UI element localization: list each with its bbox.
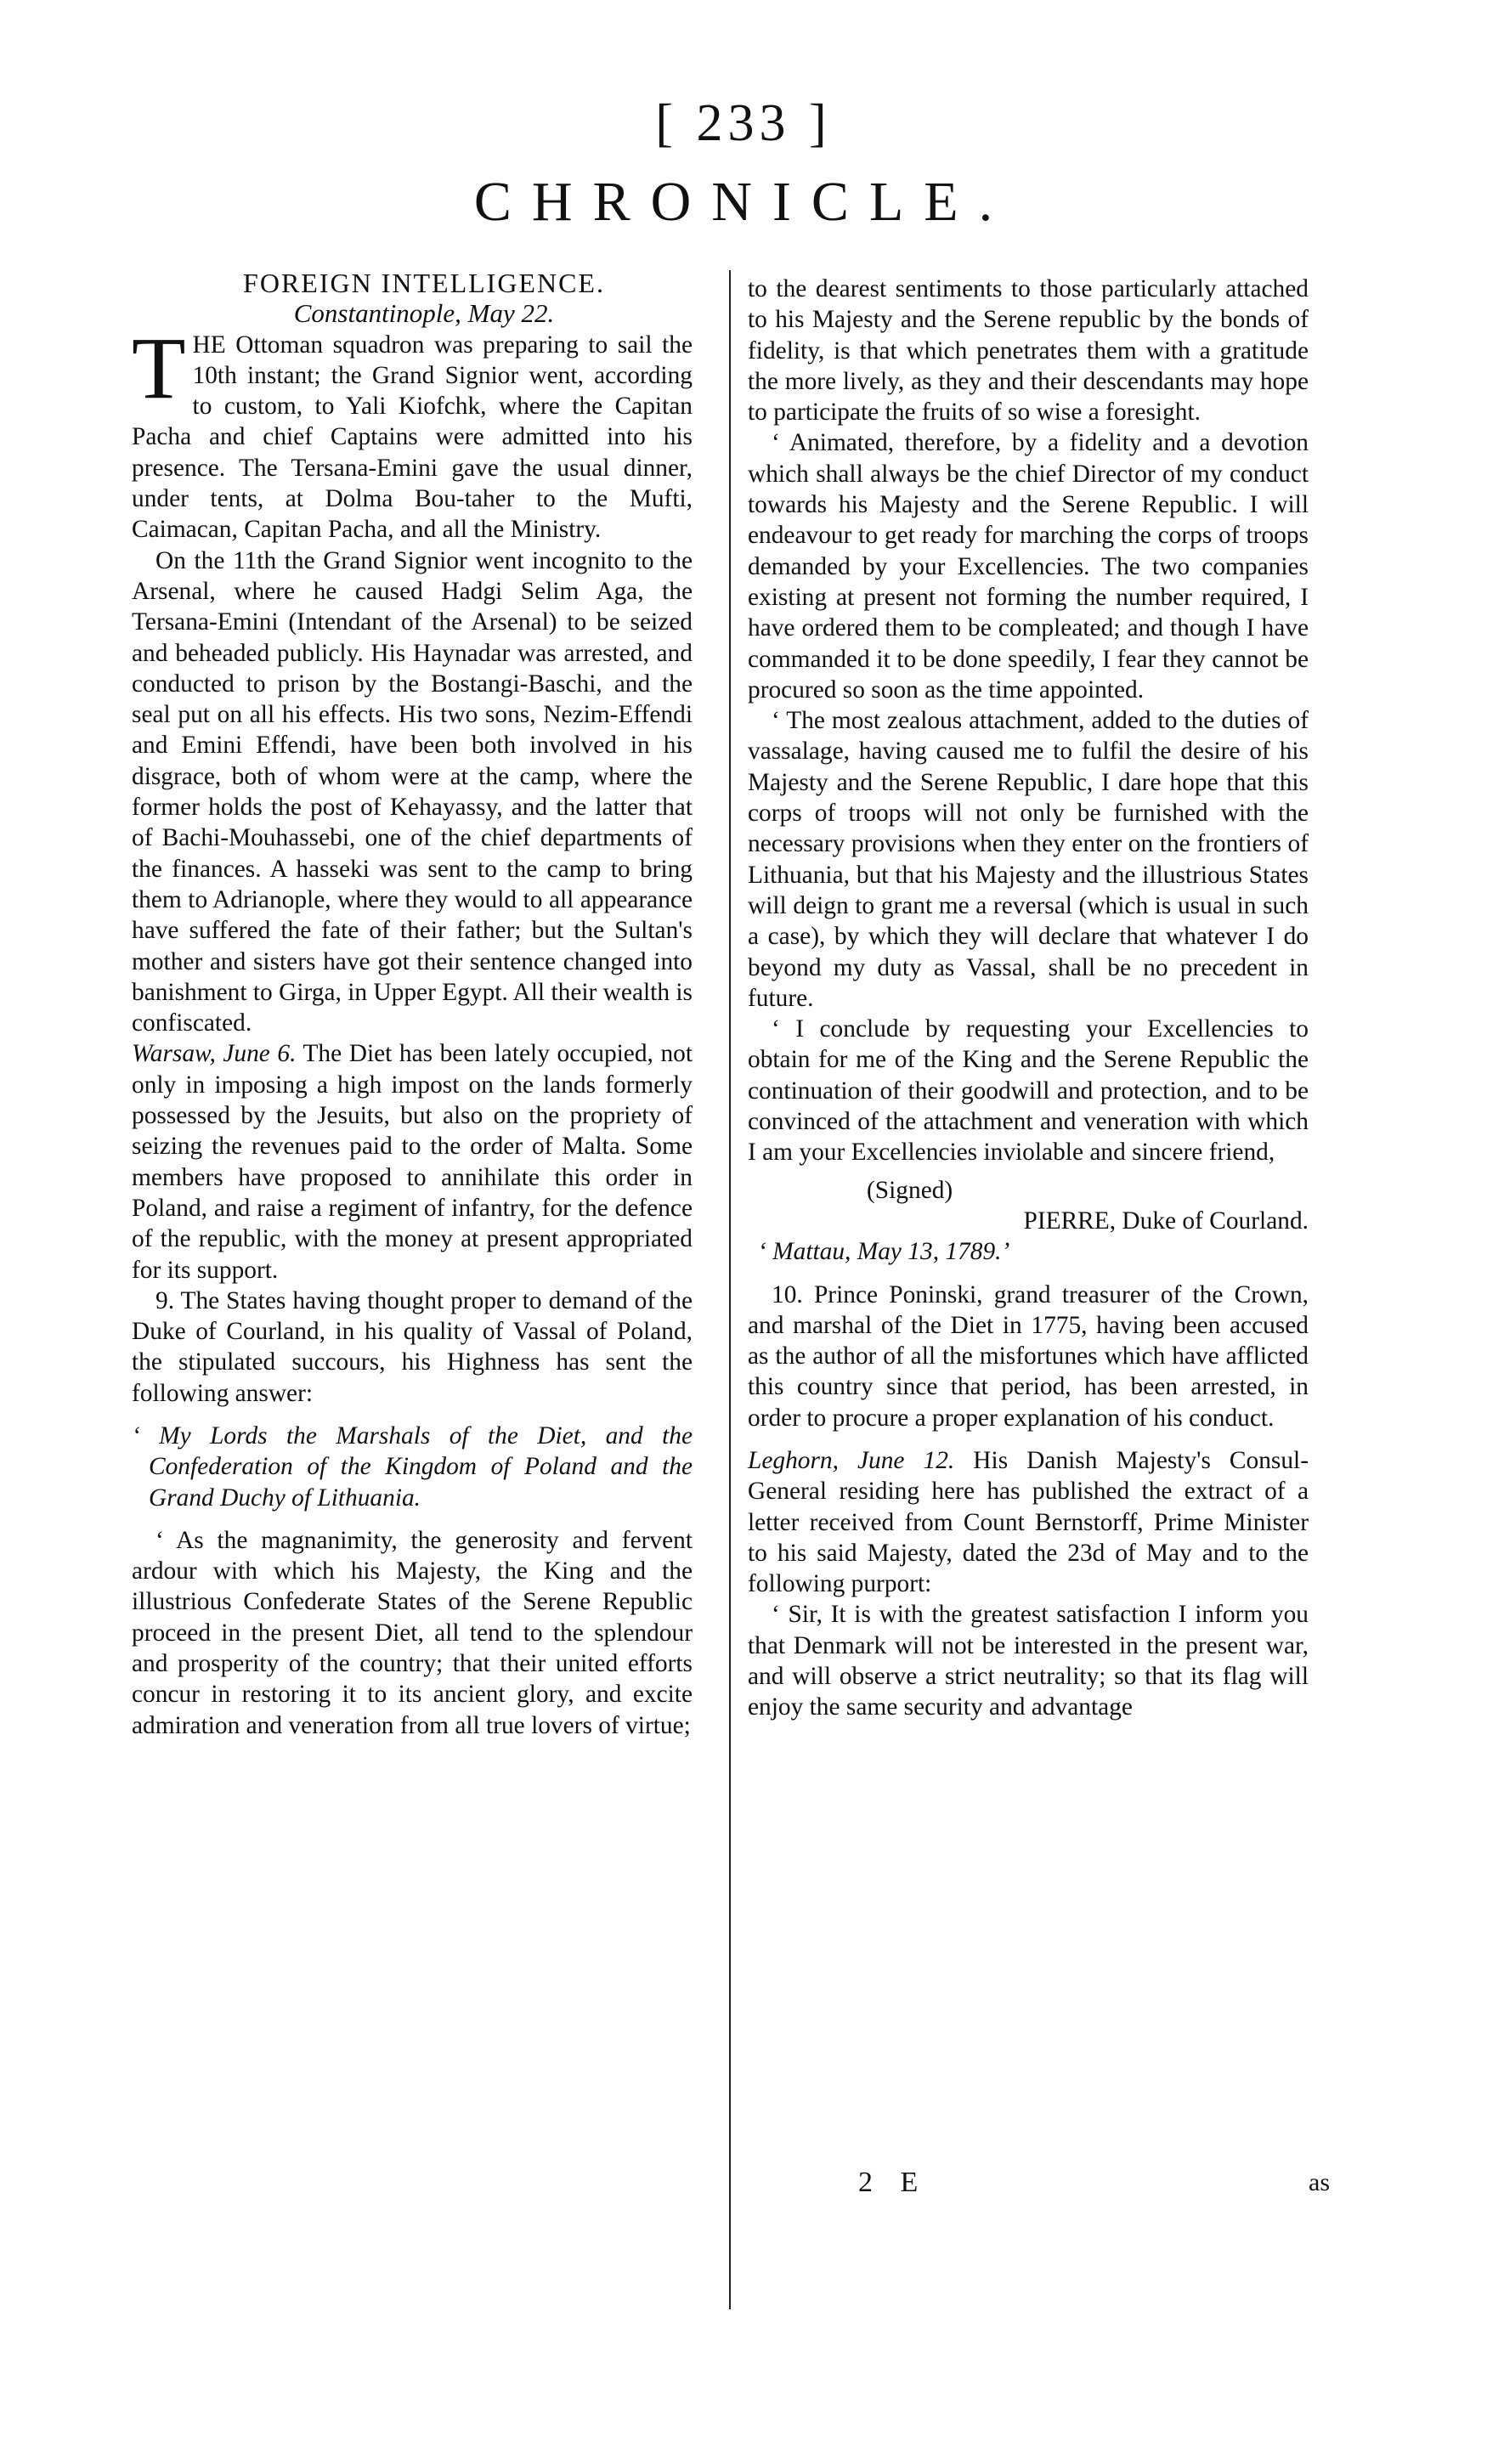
- paragraph-animated: ‘ Animated, therefore, by a fidelity and a devotion which shall always be the chief Director of my conduct towards his Majesty and the Serene Republic. I will endeavour to get ready for marching the corps of troops demanded by your Excellencies. The two companies existing at present not forming the number required, I have ordered them to be compleated; and though I have commanded it to be done speedily, I fear they cannot be procured so soon as the time appointed.: [748, 429, 1309, 704]
- paragraph-zealous: ‘ The most zealous attachment, added to the duties of vassalage, having caused me to fulfil the desire of his Majesty and the Serene Republic, I dare hope that this corps of troops will not only be furnished with the necessary provisions when they enter on the frontiers of Lithuania, but that his Majesty and the illustrious States will deign to grant me a reversal (which is usual in such a case), by which they will declare that whatever I do beyond my duty as Vassal, shall be no precedent in future.: [748, 707, 1309, 1012]
- signature-date: ‘ Mattau, May 13, 1789.’: [758, 1238, 1010, 1266]
- paragraph-text: HE Ottoman squadron was preparing to sail the 10th instant; the Grand Signior went, according to custom, to Yali Kiofchk, where the Capitan Pacha and chief Captains were admitted into his presence. The Tersana-Emini gave the usual dinner, under tents, at Dolma Bou-taher to the Mufti, Caimacan, Capitan Pacha, and all the Ministry.: [132, 331, 693, 544]
- right-column: [748, 274, 1309, 1723]
- section-heading: FOREIGN INTELLIGENCE.: [243, 268, 605, 298]
- letter-address: ‘ My Lords the Marshals of the Diet, and the Confederation of the Kingdom of Poland and the Grand Duchy of Lithuania.: [132, 1421, 693, 1512]
- paragraph-conclude: ‘ I conclude by requesting your Excellencies to obtain for me of the King and the Serene Republic the continuation of their goodwill and protection, and to be convinced of the attachment and veneration with which I am your Excellencies inviolable and sincere friend,: [748, 1015, 1309, 1167]
- signed-label: (Signed): [867, 1176, 953, 1204]
- catchword: as: [1309, 2168, 1330, 2196]
- dateline-leghorn: Leghorn, June 12.: [748, 1446, 955, 1474]
- signer-name: PIERRE, Duke of Courland.: [1023, 1207, 1309, 1235]
- paragraph-text: The Diet has been lately occupied, not only in imposing a high impost on the lands formerly possessed by the Jesuits, but also on the propriety of seizing the revenues paid to the order of Malta. Some members have proposed to annihilate this order in Poland, and raise a regiment of infantry, for the defence of the republic, with the money at present appropriated for its support.: [132, 1040, 693, 1284]
- dateline-warsaw: Warsaw, June 6.: [132, 1040, 297, 1068]
- paragraph-letter-opening: ‘ As the magnanimity, the generosity and fervent ardour with which his Majesty, the King and the illustrious Confederate States of the Serene Republic proceed in the present Diet, all tend to the splendour and prosperity of the country; that their united efforts concur in restoring it to its ancient glory, and excite admiration and veneration from all true lovers of virtue;: [132, 1526, 693, 1739]
- paragraph-constantinople: [132, 319, 693, 545]
- paragraph-letter-continued: to the dearest sentiments to those particularly attached to his Majesty and the Serene republic by the bonds of fidelity, is that which penetrates them with a gratitude the more lively, as they and their descendants may hope to participate the fruits of so wise a foresight.: [748, 275, 1309, 427]
- paragraph-courland-demand: 9. The States having thought proper to demand of the Duke of Courland, in his quality of Vassal of Poland, the stipulated succours, his Highness has sent the following answer:: [132, 1286, 693, 1407]
- left-column: [132, 268, 693, 1741]
- drop-cap: T: [132, 319, 186, 417]
- paragraph-text: His Danish Majesty's Consul-General residing here has published the extract of a letter received from Count Bernstorff, Prime Minister to his said Majesty, dated the 23d of May and to the following purport:: [748, 1446, 1309, 1598]
- page-number: [ 233 ]: [655, 94, 832, 152]
- dateline-constantinople: Constantinople, May 22.: [293, 298, 555, 329]
- column-rule: [729, 270, 731, 2309]
- paragraph-denmark: ‘ Sir, It is with the greatest satisfaction I inform you that Denmark will not be interested in the present war, and will observe a strict neutrality; so that its flag will enjoy the same security and advantage: [748, 1601, 1309, 1721]
- paragraph-warsaw: [132, 1038, 693, 1285]
- paragraph-leghorn: [748, 1445, 1309, 1599]
- paragraph-arsenal: On the 11th the Grand Signior went incognito to the Arsenal, where he caused Hadgi Selim Aga, the Tersana-Emini (Intendant of the Arsenal) to be seized and beheaded publicly. His Haynadar was arrested, and conducted to prison by the Bostangi-Baschi, and the seal put on all his effects. His two sons, Nezim-Effendi and Emini Effendi, have been both involved in his disgrace, both of whom were at the camp, where the former holds the post of Kehayassy, and the latter that of Bachi-Mouhassebi, one of the chief departments of the finances. A hasseki was sent to the camp to bring them to Adrianople, where they would to all appearance have suffered the fate of their father; but the Sultan's mother and sisters have got their sentence changed into banishment to Girga, in Upper Egypt. All their wealth is confiscated.: [132, 546, 693, 1037]
- signature-mark: 2 E: [858, 2167, 929, 2198]
- paragraph-poninski: 10. Prince Poninski, grand treasurer of the Crown, and marshal of the Diet in 1775, having been accused as the author of all the misfortunes which have afflicted this country since that period, has been arrested, in order to procure a proper explanation of his conduct.: [748, 1280, 1309, 1432]
- running-title: CHRONICLE.: [473, 171, 1014, 233]
